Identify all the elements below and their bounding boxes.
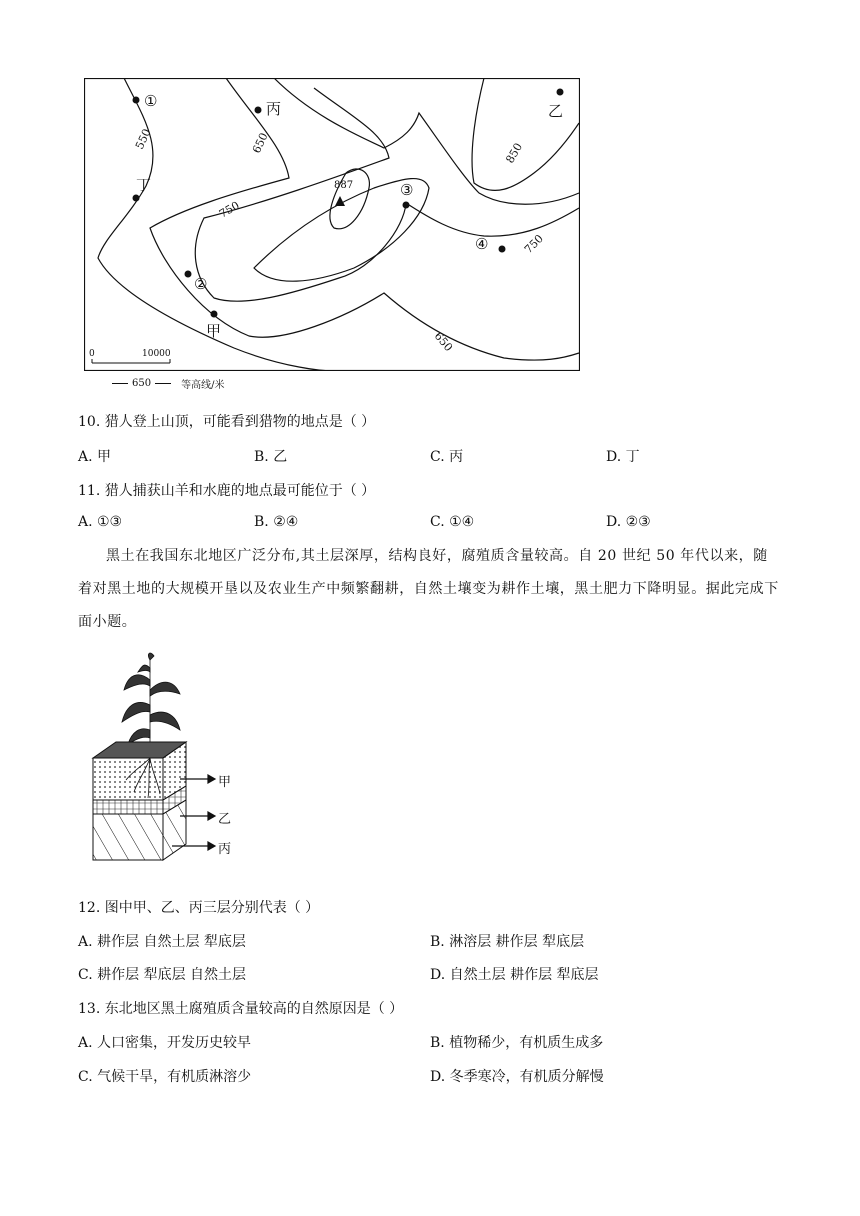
contour-label-650-b: 650 — [431, 329, 456, 355]
q12-option-c[interactable]: C. 耕作层 犁底层 自然土层 — [78, 967, 247, 983]
point-yi-label: 乙 — [548, 102, 564, 120]
soil-label-jia: 甲 — [218, 775, 232, 790]
q13-option-a[interactable]: A. 人口密集，开发历史较早 — [78, 1035, 252, 1051]
point-ding-label: 丁 — [136, 176, 152, 194]
point-jia-label: 甲 — [206, 322, 222, 340]
contour-label-550: 550 — [132, 126, 154, 152]
scale-end: 10000 — [142, 349, 171, 359]
q12-option-b[interactable]: B. 淋溶层 耕作层 犁底层 — [430, 934, 585, 950]
q11-option-c[interactable]: C. ①④ — [430, 514, 475, 530]
legend-line-left — [112, 383, 128, 384]
scale-start: 0 — [89, 349, 95, 359]
point-4-marker — [499, 246, 506, 253]
point-1-label: ① — [144, 92, 158, 110]
point-yi-marker — [557, 89, 564, 96]
contour-label-850: 850 — [503, 140, 526, 166]
q13-option-c[interactable]: C. 气候干旱，有机质淋溶少 — [78, 1069, 252, 1085]
q12-option-d[interactable]: D. 自然土层 耕作层 犁底层 — [430, 967, 599, 983]
point-3-marker — [403, 202, 410, 209]
legend-text: 等高线/米 — [181, 380, 225, 391]
question-13: 13. 东北地区黑土腐殖质含量较高的自然原因是（ ） — [78, 1001, 404, 1017]
q11-option-d[interactable]: D. ②③ — [606, 514, 651, 530]
point-bing-marker — [255, 107, 262, 114]
legend-value: 650 — [132, 378, 152, 389]
q10-option-a[interactable]: A. 甲 — [78, 449, 112, 465]
q11-option-b[interactable]: B. ②④ — [254, 514, 299, 530]
q13-option-d[interactable]: D. 冬季寒冷，有机质分解慢 — [430, 1069, 604, 1085]
point-1-marker — [133, 97, 140, 104]
q10-option-c[interactable]: C. 丙 — [430, 449, 464, 465]
passage-black-soil: 黑土在我国东北地区广泛分布,其土层深厚，结构良好，腐殖质含量较高。自 20 世纪 50 年代以来，随着对黑土地的大规模开垦以及农业生产中频繁翻耕，自然土壤变为耕作土壤，黑土肥力下降明显。据此完成下面小题。 — [78, 548, 779, 630]
q10-option-d[interactable]: D. 丁 — [606, 449, 640, 465]
map-legend — [112, 376, 224, 391]
q12-option-a[interactable]: A. 耕作层 自然土层 犁底层 — [78, 934, 246, 950]
q11-option-a[interactable]: A. ①③ — [78, 514, 123, 530]
point-2-marker — [185, 271, 192, 278]
point-3-label: ③ — [400, 181, 414, 199]
legend-line-right — [155, 383, 171, 384]
point-2-label: ② — [194, 275, 208, 293]
soil-profile-figure — [88, 650, 258, 865]
point-ding-marker — [133, 195, 140, 202]
soil-label-yi: 乙 — [218, 812, 232, 827]
soil-label-bing: 丙 — [218, 842, 232, 857]
contour-label-750-b: 750 — [521, 232, 546, 257]
question-12: 12. 图中甲、乙、丙三层分别代表（ ） — [78, 900, 320, 916]
point-bing-label: 丙 — [266, 100, 282, 118]
point-jia-marker — [211, 311, 218, 318]
question-11: 11. 猎人捕获山羊和水鹿的地点最可能位于（ ） — [78, 483, 376, 499]
q10-option-b[interactable]: B. 乙 — [254, 449, 288, 465]
contour-label-750-a: 750 — [217, 198, 242, 221]
point-4-label: ④ — [475, 235, 489, 253]
contour-map — [84, 78, 580, 371]
q13-option-b[interactable]: B. 植物稀少，有机质生成多 — [430, 1035, 604, 1051]
contour-label-650-a: 650 — [249, 130, 271, 156]
summit-elevation: 887 — [334, 180, 354, 191]
question-10: 10. 猎人登上山顶，可能看到猎物的地点是（ ） — [78, 414, 376, 430]
